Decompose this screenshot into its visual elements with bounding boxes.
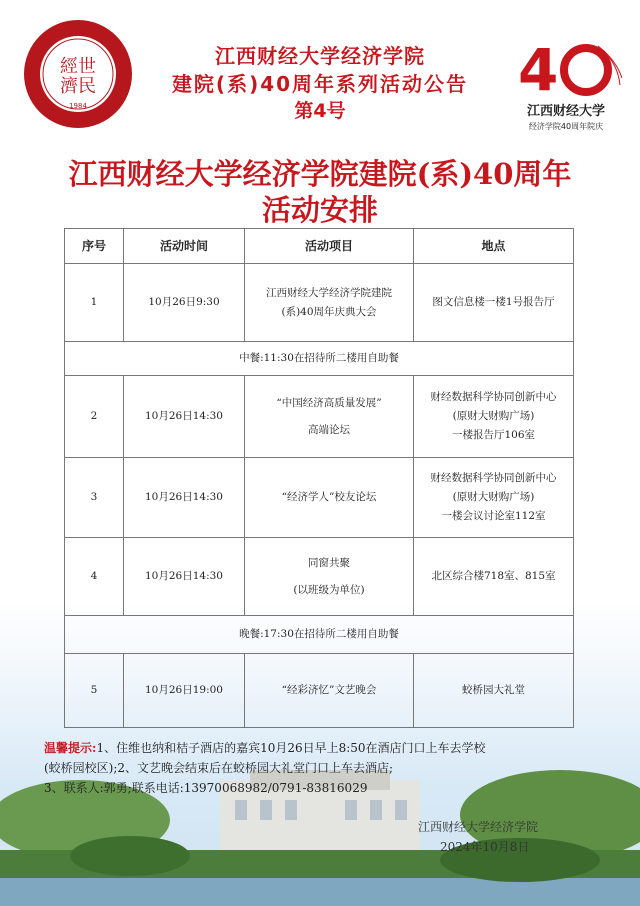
row-no: 3	[65, 458, 124, 538]
svg-text:1984: 1984	[69, 102, 87, 110]
table-row	[65, 264, 574, 342]
schedule-table	[64, 228, 574, 728]
row-no: 1	[65, 264, 124, 342]
tips-line-3: 3、联系人:郭勇;联系电话:13970068982/0791-83816029	[44, 781, 368, 795]
row-item: “经彩济忆”文艺晚会	[245, 654, 414, 728]
tips-text-1: 1、住维也纳和桔子酒店的嘉宾10月26日早上8:50在酒店门口上车去学校	[96, 741, 486, 755]
svg-text:江西财经大学: 江西财经大学	[526, 104, 606, 119]
dinner-note: 晚餐:17:30在招待所二楼用自助餐	[65, 616, 574, 654]
tips-label: 温馨提示:	[44, 741, 97, 755]
dinner-row	[65, 616, 574, 654]
lunch-note: 中餐:11:30在招待所二楼用自助餐	[65, 342, 574, 376]
row-time: 10月26日19:00	[124, 654, 245, 728]
header-place: 地点	[414, 229, 574, 264]
tips-line-2: (蛟桥园校区);2、文艺晚会结束后在蛟桥园大礼堂门口上车去酒店;	[44, 761, 394, 775]
university-seal-logo	[22, 18, 134, 130]
page-subtitle: 活动安排	[261, 193, 378, 227]
header-item: 活动项目	[245, 229, 414, 264]
svg-text:經世: 經世	[60, 56, 96, 77]
header-line-2: 建院(系)40周年系列活动公告	[171, 72, 469, 96]
row-no: 2	[65, 376, 124, 458]
row-item: 江西财经大学经济学院建院 (系)40周年庆典大会	[245, 264, 414, 342]
signature-org: 江西财经大学经济学院	[418, 820, 539, 834]
row-no: 4	[65, 538, 124, 616]
tips-line-1	[44, 738, 614, 758]
row-place: 北区综合楼718室、815室	[414, 538, 574, 616]
row-time: 10月26日9:30	[124, 264, 245, 342]
row-no: 5	[65, 654, 124, 728]
row-time: 10月26日14:30	[124, 376, 245, 458]
svg-text:濟民: 濟民	[60, 76, 96, 97]
header-line-3: 第4号	[294, 100, 346, 122]
anniversary-40-logo	[508, 30, 626, 140]
lunch-row	[65, 342, 574, 376]
row-time: 10月26日14:30	[124, 538, 245, 616]
row-time: 10月26日14:30	[124, 458, 245, 538]
header-time: 活动时间	[124, 229, 245, 264]
row-item: “经济学人”校友论坛	[245, 458, 414, 538]
table-header-row	[65, 229, 574, 264]
header-no: 序号	[65, 229, 124, 264]
page-title: 江西财经大学经济学院建院(系)40周年	[68, 157, 572, 191]
row-place: 财经数据科学协同创新中心 (原财大财购广场) 一楼报告厅106室	[414, 376, 574, 458]
svg-text:经济学院40周年院庆: 经济学院40周年院庆	[528, 122, 604, 131]
row-place: 图文信息楼一楼1号报告厅	[414, 264, 574, 342]
table-row	[65, 458, 574, 538]
header-line-1: 江西财经大学经济学院	[215, 44, 425, 68]
svg-text:4: 4	[518, 36, 559, 104]
signature-date: 2024年10月8日	[440, 840, 530, 854]
table-row	[65, 538, 574, 616]
row-item: “中国经济高质量发展” 高端论坛	[245, 376, 414, 458]
table-row	[65, 376, 574, 458]
row-place: 财经数据科学协同创新中心 (原财大财购广场) 一楼会议讨论室112室	[414, 458, 574, 538]
row-item: 同窗共聚 (以班级为单位)	[245, 538, 414, 616]
row-place: 蛟桥园大礼堂	[414, 654, 574, 728]
table-row	[65, 654, 574, 728]
